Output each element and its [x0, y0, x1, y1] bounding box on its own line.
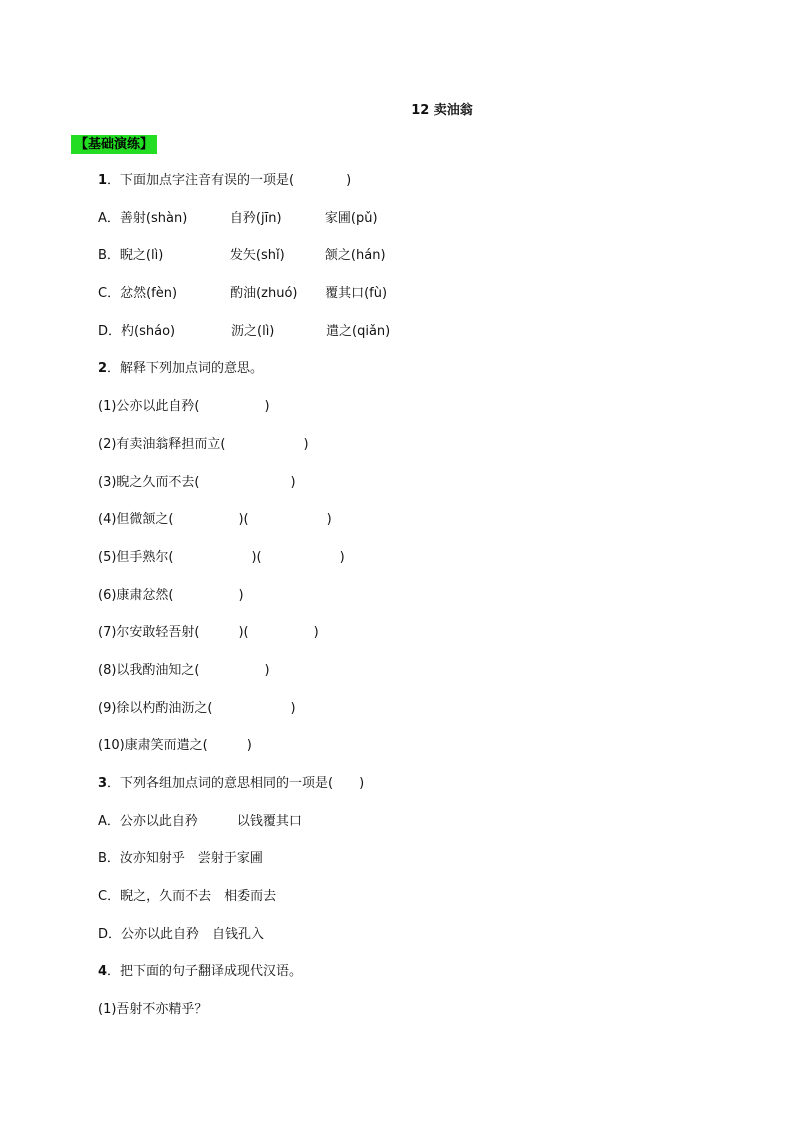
- question-4: [98, 963, 718, 981]
- q2-item: (4)但微颔之( )( ): [98, 512, 332, 528]
- question-text: ．下面加点字注音有误的一项是( ): [107, 173, 352, 188]
- q3-option-c: C．睨之，久而不去 相委而去: [98, 889, 277, 905]
- question-number: 2: [98, 361, 108, 377]
- question-text: ．下列各组加点词的意思相同的一项是( ): [107, 776, 365, 791]
- question-1: [98, 172, 718, 190]
- q2-item: (9)徐以杓酌油沥之( ): [98, 700, 296, 716]
- q3-option-d: D．公亦以此自矜 自钱孔入: [98, 926, 265, 942]
- q3-option-b: B．汝亦知射乎 尝射于家圃: [98, 851, 263, 867]
- page-title: 12 卖油翁: [411, 103, 473, 118]
- q2-item: (5)但手熟尔( )( ): [98, 549, 345, 565]
- question-2: [98, 360, 718, 378]
- q2-item: (8)以我酌油知之( ): [98, 662, 270, 678]
- question-number: 3: [98, 776, 108, 791]
- q1-option-d: D．杓(sháo) 沥之(lì) 遣之(qiǎn): [98, 323, 391, 339]
- q3-option-a: A．公亦以此自矜 以钱覆其口: [98, 813, 302, 829]
- question-number: 4: [98, 964, 108, 980]
- q2-item: (10)康肃笑而遣之( ): [98, 738, 252, 754]
- q2-item: (7)尔安敢轻吾射( )( ): [98, 625, 319, 641]
- question-3: [98, 775, 718, 793]
- q2-item: (2)有卖油翁释担而立( ): [98, 436, 309, 452]
- q1-option-a: A．善射(shàn) 自矜(jīn) 家圃(pǔ): [98, 210, 378, 226]
- q1-option-c: C．忿然(fèn) 酌油(zhuó) 覆其口(fù): [98, 286, 388, 302]
- q4-item: (1)吾射不亦精乎？: [98, 1002, 208, 1018]
- q2-item: (3)睨之久而不去( ): [98, 474, 296, 490]
- q2-item: (6)康肃忿然( ): [98, 587, 244, 603]
- question-text: ．解释下列加点词的意思。: [107, 361, 264, 377]
- question-list: [98, 172, 718, 1039]
- question-number: 1: [98, 173, 108, 188]
- section-label: 【基础演练】: [71, 135, 157, 154]
- q1-option-b: B．睨之(lì) 发矢(shǐ) 颔之(hán): [98, 248, 386, 264]
- q2-item: (1)公亦以此自矜( ): [98, 399, 270, 415]
- question-text: ．把下面的句子翻译成现代汉语。: [107, 964, 303, 980]
